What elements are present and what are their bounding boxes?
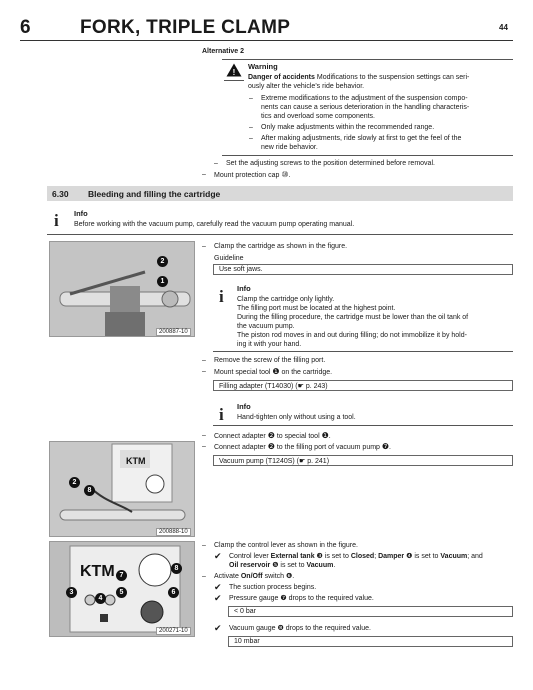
chapter-number: 6 [20, 17, 31, 38]
info-rule [213, 351, 513, 352]
step-dash: – [202, 368, 206, 375]
cond-text: ❹ is set to [404, 553, 441, 560]
step-connect-adapter-tool [214, 431, 331, 441]
svg-text:KTM: KTM [126, 456, 146, 466]
warning-bullet-line: Only make adjustments within the recommended range. [261, 124, 435, 131]
warning-bullet-dash: – [249, 135, 253, 142]
step-dash: – [202, 357, 206, 364]
info-text: Hand-tighten only without using a tool. [237, 414, 356, 421]
info-title: Info [237, 284, 251, 293]
tool-box [213, 455, 513, 466]
warning-bottom-rule [222, 155, 513, 156]
check-icon: ✔ [214, 593, 222, 603]
step-text: to special tool [274, 433, 322, 440]
ref-badge: ❼ [381, 442, 390, 451]
warning-bullet-line: Extreme modifications to the adjustment of the suspension compo- [261, 95, 468, 102]
tool-value: Vacuum pump (T1240S) (☛ p. 241) [219, 458, 330, 465]
info-icon: i [219, 405, 224, 424]
callout-2: 2 [157, 256, 168, 267]
step-text: switch ❻. [262, 573, 295, 580]
cond-text: . [333, 562, 336, 569]
warning-icon-rule [224, 80, 244, 81]
step-dash: – [214, 160, 218, 167]
cond-bold: Vacuum [440, 553, 468, 560]
cond-text: ; and [467, 553, 483, 560]
step-dash: – [202, 542, 206, 549]
warning-bullet-line: nents can cause a serious deterioration in the handling characteris- [261, 104, 470, 111]
callout-8: 8 [84, 485, 95, 496]
value-text: 10 mbar [234, 638, 260, 645]
info-line: During the filling procedure, the cartridge must be lower than the oil tank of [237, 314, 469, 321]
tool-box [213, 380, 513, 391]
cartridge-illustration [50, 242, 194, 336]
guideline-label: Guideline [214, 255, 244, 262]
info-text: Before working with the vacuum pump, carefully read the vacuum pump operating manual. [74, 221, 355, 228]
info-line: ing it with your hand. [237, 341, 302, 348]
warning-lead: Danger of accidents [248, 74, 315, 81]
cond-text: ❺ is set to [270, 562, 307, 569]
ref-badge: ❶ [272, 367, 280, 376]
step-text: Activate [214, 573, 241, 580]
warning-text [248, 73, 469, 82]
step-bold: On/Off [240, 573, 263, 580]
step-text: Connect adapter [214, 444, 268, 451]
warning-text-2: ously alter the vehicle's ride behavior. [248, 83, 365, 90]
warning-bullet-line: new ride behavior. [261, 144, 318, 151]
condition-pressure-gauge: Pressure gauge ❼ drops to the required value. [229, 595, 374, 602]
check-icon: ✔ [214, 582, 222, 592]
cond-text: ; [374, 553, 379, 560]
alternative-title: Alternative 2 [202, 48, 245, 55]
cond-bold: Damper [378, 553, 405, 560]
step-text: . [328, 433, 331, 440]
step-remove-screw: Remove the screw of the filling port. [214, 357, 326, 364]
callout-4: 4 [95, 593, 106, 604]
info-title: Info [237, 402, 251, 411]
page-number: 44 [499, 23, 508, 32]
condition-oil-reservoir [229, 561, 335, 570]
warning-icon [226, 63, 242, 77]
callout-2: 2 [69, 477, 80, 488]
callout-7: 7 [116, 570, 127, 581]
info-line: Clamp the cartridge only lightly. [237, 296, 335, 303]
warning-top-rule [222, 59, 513, 60]
section-number: 6.30 [52, 189, 69, 199]
step-dash: – [202, 432, 206, 439]
info-icon: i [54, 211, 59, 230]
info-title: Info [74, 209, 88, 218]
cond-bold: Closed [350, 553, 375, 560]
warning-title: Warning [248, 62, 278, 71]
warning-bullet-line: After making adjustments, ride slowly at first to get the feel of the [261, 135, 462, 142]
value-box [228, 636, 513, 647]
step-activate-switch [214, 572, 294, 581]
step-text: Mount protection cap [214, 172, 282, 179]
ref-badge: ❷ [267, 442, 275, 451]
step-text: . [288, 172, 291, 179]
callout-6: 6 [168, 587, 179, 598]
step-mount-special-tool [214, 367, 332, 377]
chapter-title: FORK, TRIPLE CLAMP [80, 17, 291, 38]
step-set-adjusting-screws: Set the adjusting screws to the position determined before removal. [226, 160, 435, 167]
warning-bullet-dash: – [249, 95, 253, 102]
ref-badge: ❷ [267, 431, 275, 440]
figure-caption: 200271-10 [156, 627, 191, 635]
figure-vacuum-pump-connected [49, 441, 195, 537]
callout-8: 8 [171, 563, 182, 574]
figure-cartridge-clamped [49, 241, 195, 337]
condition-control-lever [229, 552, 483, 561]
value-text: < 0 bar [234, 608, 256, 615]
step-connect-adapter-pump [214, 442, 391, 452]
step-dash: – [202, 243, 206, 250]
warning-text-1: Modifications to the suspension settings can seri- [314, 74, 470, 81]
cond-bold: External tank [270, 553, 315, 560]
cond-text: ❸ is set to [314, 553, 351, 560]
step-dash: – [202, 573, 206, 580]
figure-caption: 200887-10 [156, 328, 191, 336]
step-dash: – [202, 443, 206, 450]
step-text: to the filling port of vacuum pump [274, 444, 382, 451]
step-mount-protection-cap [214, 170, 290, 180]
info-rule [213, 425, 513, 426]
info-icon: i [219, 287, 224, 306]
ref-badge: ⑩ [281, 170, 289, 179]
check-icon: ✔ [214, 623, 222, 633]
ref-badge: ❶ [321, 431, 329, 440]
figure-caption: 200888-10 [156, 528, 191, 536]
tool-value: Filling adapter (T14030) (☛ p. 243) [219, 383, 328, 390]
cond-bold: Vacuum [306, 562, 334, 569]
callout-3: 3 [66, 587, 77, 598]
svg-text:KTM: KTM [80, 563, 115, 580]
info-rule [47, 234, 513, 235]
step-text: . [389, 444, 391, 451]
step-text: Connect adapter [214, 433, 268, 440]
cond-text: Control lever [229, 553, 271, 560]
condition-vacuum-gauge: Vacuum gauge ❽ drops to the required value. [229, 625, 371, 632]
section-title: Bleeding and filling the cartridge [88, 189, 221, 199]
warning-bullet-line: tics and overload some components. [261, 113, 376, 120]
step-text: on the cartridge. [279, 369, 333, 376]
step-dash: – [202, 171, 206, 178]
cond-bold: Oil reservoir [229, 562, 271, 569]
check-icon: ✔ [214, 551, 222, 561]
guideline-box [213, 264, 513, 275]
guideline-value: Use soft jaws. [219, 266, 263, 273]
value-box [228, 606, 513, 617]
step-text: Mount special tool [214, 369, 273, 376]
step-clamp-cartridge: Clamp the cartridge as shown in the figure. [214, 243, 348, 250]
pump-illustration [50, 442, 194, 536]
callout-5: 5 [116, 587, 127, 598]
callout-1: 1 [157, 276, 168, 287]
step-clamp-control-lever: Clamp the control lever as shown in the figure. [214, 542, 358, 549]
info-line: the vacuum pump. [237, 323, 295, 330]
info-line: The piston rod moves in and out during filling; do not immobilize it by hold- [237, 332, 467, 339]
info-line: The filling port must be located at the highest point. [237, 305, 396, 312]
header-rule [20, 40, 513, 41]
warning-exclamation: ! [232, 68, 236, 77]
condition-suction: The suction process begins. [229, 584, 317, 591]
warning-bullet-dash: – [249, 124, 253, 131]
